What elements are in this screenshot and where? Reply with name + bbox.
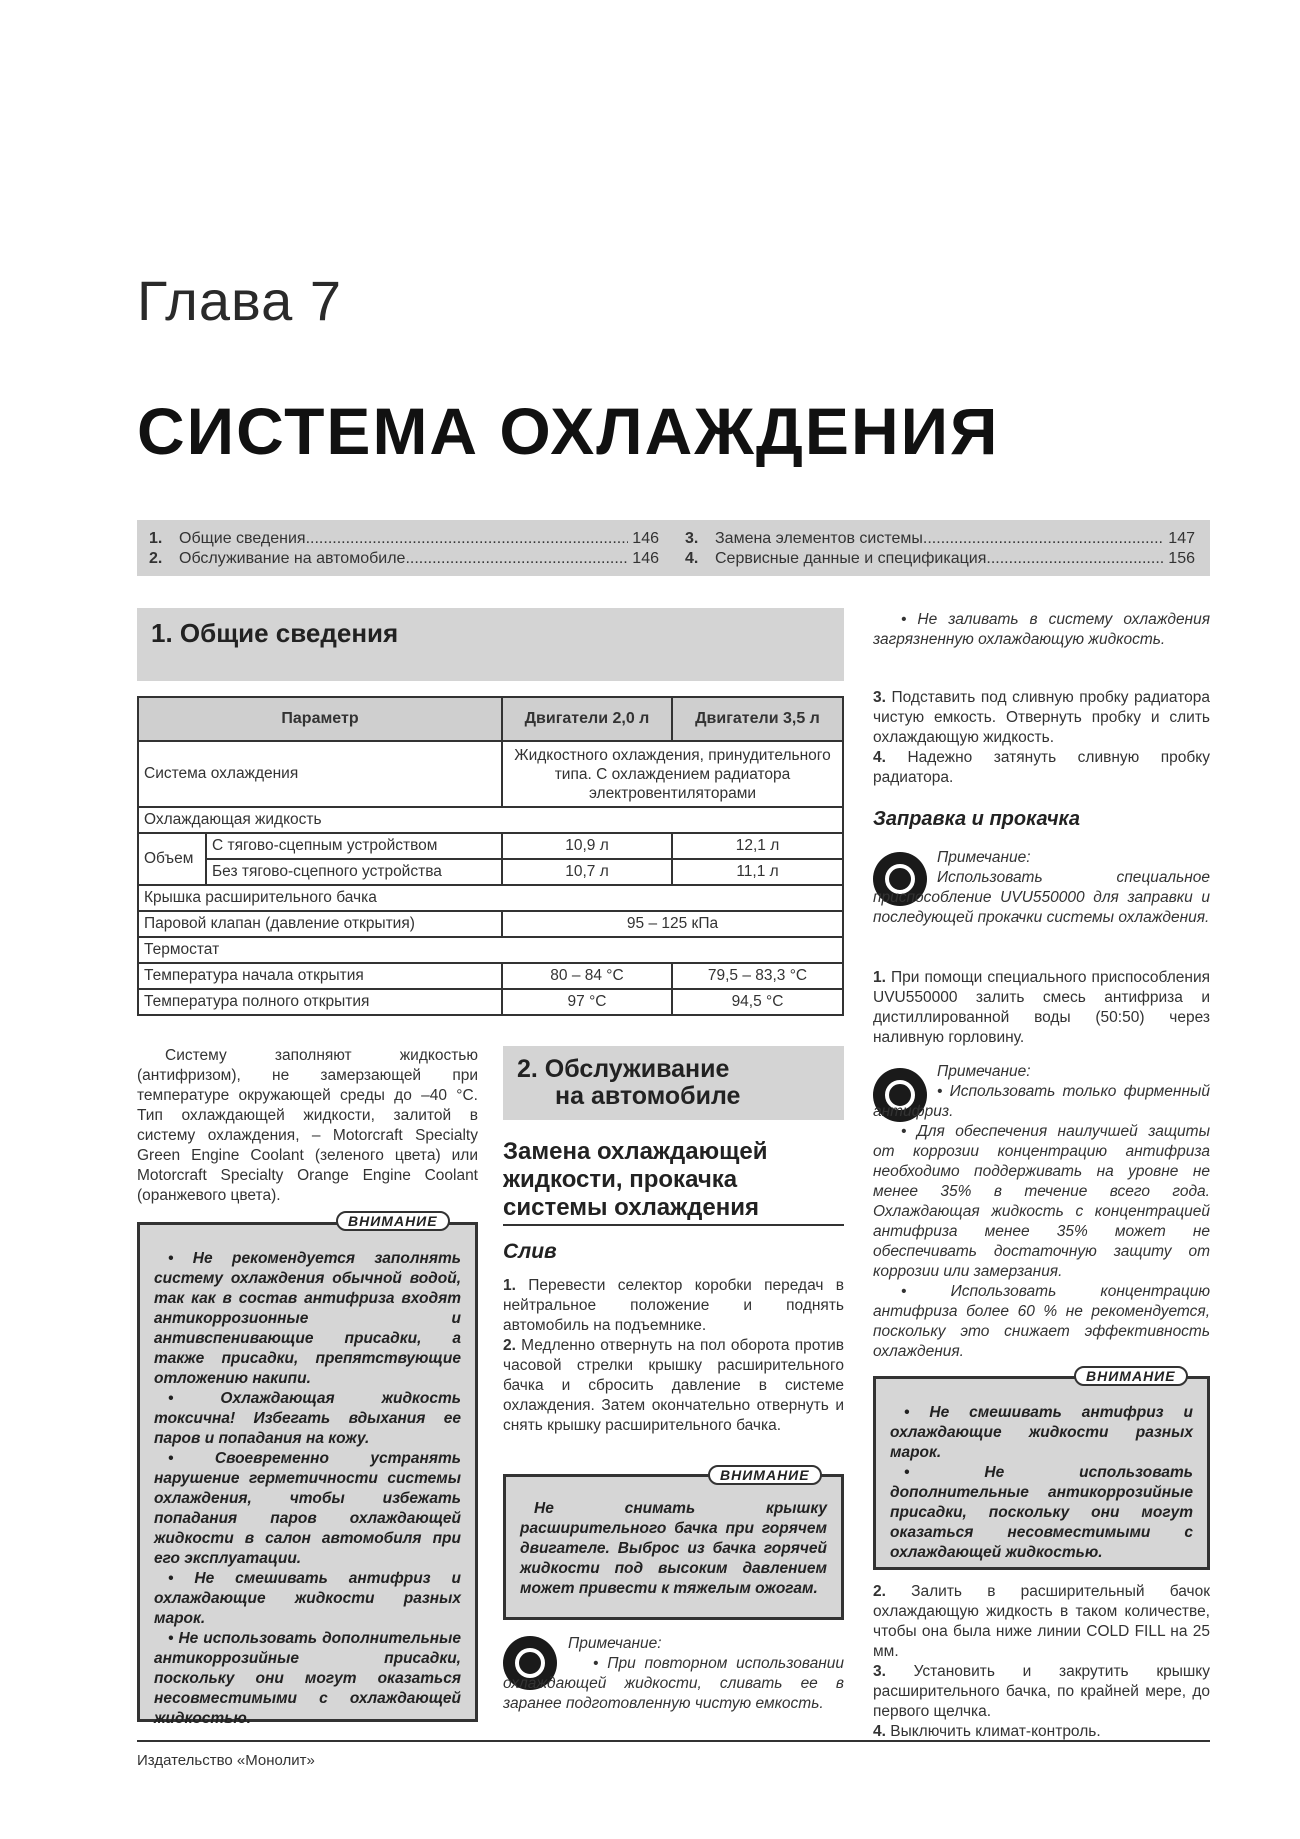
row-value: 80 – 84 °С: [502, 963, 672, 989]
note-text: • При повторном использовании охлаждающей жидкости, сливать ее в заранее подготовленную чистую емкость.: [503, 1655, 844, 1712]
right-top-note: • Не заливать в систему охлаждения загрязненную охлаждающую жидкость.: [873, 611, 1210, 648]
header-engine-2: Двигатели 2,0 л: [502, 697, 672, 741]
toc-item[interactable]: 1. Общие сведения ..... 146: [149, 530, 659, 550]
fill-steps: [873, 1582, 1210, 1742]
row-value: 10,9 л: [502, 833, 672, 859]
list-item: 2. Залить в расширительный бачок охлаждающую жидкость в таком количестве, чтобы она была ниже линии COLD FILL на 25 мм.: [873, 1583, 1210, 1660]
section-2-title-line1: 2. Обслуживание: [517, 1055, 730, 1083]
row-label: Крышка расширительного бачка: [138, 885, 843, 911]
list-item: 4. Выключить климат-контроль.: [873, 1723, 1101, 1740]
row-label: Охлаждающая жидкость: [138, 807, 843, 833]
page-title: СИСТЕМА ОХЛАЖДЕНИЯ: [137, 394, 1000, 468]
note-item: • Использовать только фирменный антифриз.: [873, 1083, 1210, 1120]
row-label: Объем: [138, 833, 206, 885]
note-label: Примечание:: [568, 1635, 662, 1652]
warning-box-3: [873, 1376, 1210, 1570]
row-value: 97 °С: [502, 989, 672, 1015]
note-item: • Использовать концентрацию антифриза более 60 % не рекомендуется, поскольку это снижает эффективность охлаждения.: [873, 1283, 1210, 1360]
row-label: Температура начала открытия: [138, 963, 502, 989]
drain-steps-continued: [873, 688, 1210, 788]
header-engine-3: Двигатели 3,5 л: [672, 697, 843, 741]
toc-item[interactable]: 4. Сервисные данные и спецификация ..... 156: [685, 550, 1195, 570]
chapter-label: Глава 7: [137, 269, 342, 332]
fill-step-1: 1. При помощи специального приспособления UVU550000 залить смесь антифриза и дистиллированной воды (50:50) через наливную горловину.: [873, 969, 1210, 1046]
row-value: 94,5 °С: [672, 989, 843, 1015]
list-item: 1. Перевести селектор коробки передач в нейтральное положение и поднять автомобиль на подъемнике.: [503, 1277, 844, 1334]
toc-item[interactable]: 3. Замена элементов системы ..... 147: [685, 530, 1195, 550]
row-value: 79,5 – 83,3 °С: [672, 963, 843, 989]
row-label: Температура полного открытия: [138, 989, 502, 1015]
row-label: Система охлаждения: [138, 741, 502, 807]
note-label: Примечание:: [937, 849, 1031, 866]
intro-paragraph: Систему заполняют жидкостью (антифризом), не замерзающей при температуре окружающей среды до –40 °С. Тип охлаждающей жидкости, залитой в систему охлаждения, – Motorcraft Specialty Green Engine Coolant (зеленого цвета) или Motorcraft Specialty Orange Engine Coolant (оранжевого цвета).: [137, 1047, 478, 1204]
toc-column-left: [149, 530, 659, 570]
replace-heading: Замена охлаждающей жидкости, прокачка системы охлаждения: [503, 1138, 844, 1226]
section-2-title-line2: на автомобиле: [555, 1082, 741, 1110]
row-label: Без тягово-сцепного устройства: [206, 859, 502, 885]
toc-item[interactable]: 2. Обслуживание на автомобиле ..... 146: [149, 550, 659, 570]
note-text: Использовать специальное приспособление UVU550000 для заправки и последующей прокачки системы охлаждения.: [873, 869, 1210, 926]
warning-item: • Не использовать дополнительные антикоррозийные присадки, поскольку они могут оказаться несовместимыми с охлаждающей жидкостью.: [890, 1464, 1193, 1561]
row-value: 11,1 л: [672, 859, 843, 885]
fill-heading: Заправка и прокачка: [873, 808, 1081, 830]
footer-publisher: Издательство «Монолит»: [137, 1752, 315, 1769]
section-2-heading: [503, 1046, 844, 1120]
row-value: Жидкостного охлаждения, принудительного типа. С охлаждением радиатора электровентиляторами: [502, 741, 843, 807]
warning-item: • Не использовать дополнительные антикоррозийные присадки, поскольку они могут оказаться несовместимыми с охлаждающей жидкостью.: [154, 1630, 461, 1727]
table-of-contents: [137, 520, 1210, 576]
section-1-heading: 1. Общие сведения: [137, 608, 844, 681]
warning-item: • Не смешивать антифриз и охлаждающие жидкости разных марок.: [154, 1570, 461, 1627]
warning-tag: ВНИМАНИЕ: [1074, 1366, 1188, 1386]
warning-box-2: Не снимать крышку расширительного бачка при горячем двигателе. Выброс из бачка горячей жидкости под высоким давлением может привести к тяжелым ожогам.: [503, 1474, 844, 1620]
warning-item: • Своевременно устранять нарушение герметичности системы охлаждения, чтобы избежать попадания паров охлаждающей жидкости в салон автомобиля при его эксплуатации.: [154, 1450, 461, 1567]
drain-steps: [503, 1276, 844, 1436]
note-list: [873, 1082, 1210, 1362]
row-label: С тягово-сцепным устройством: [206, 833, 502, 859]
list-item: 2. Медленно отвернуть на пол оборота против часовой стрелки крышку расширительного бачка и сбросить давление в системе охлаждения. Затем окончательно отвернуть и снять крышку расширительного бачка.: [503, 1337, 844, 1434]
warning-item: • Не смешивать антифриз и охлаждающие жидкости разных марок.: [890, 1404, 1193, 1461]
row-value: 95 – 125 кПа: [502, 911, 843, 937]
warning-item: • Охлаждающая жидкость токсична! Избегать вдыхания ее паров и попадания на кожу.: [154, 1390, 461, 1447]
toc-column-right: [685, 530, 1195, 570]
footer-divider: [137, 1740, 1210, 1742]
drain-heading: Слив: [503, 1240, 557, 1263]
row-value: 10,7 л: [502, 859, 672, 885]
warning-box-1: [137, 1222, 478, 1727]
list-item: 4. Надежно затянуть сливную пробку радиатора.: [873, 749, 1210, 786]
row-value: 12,1 л: [672, 833, 843, 859]
spec-table: [137, 696, 844, 1016]
row-label: Термостат: [138, 937, 843, 963]
list-item: 3. Установить и закрутить крышку расширительного бачка, по крайней мере, до первого щелчка.: [873, 1663, 1210, 1720]
warning-item: • Не рекомендуется заполнять систему охлаждения обычной водой, так как в состав антифриза входят антикоррозионные и антивспенивающие присадки, а также присадки, препятствующие отложению накипи.: [154, 1250, 461, 1387]
warning-tag: ВНИМАНИЕ: [336, 1211, 450, 1231]
list-item: 3. Подставить под сливную пробку радиатора чистую емкость. Отвернуть пробку и слить охлаждающую жидкость.: [873, 689, 1211, 746]
note-item: • Для обеспечения наилучшей защиты от коррозии концентрацию антифриза необходимо поддерживать на уровне не менее 35% в течение всего года. Охлаждающая жидкость с концентрацией антифриза менее 35% может не обеспечивать достаточную защиту от коррозии или замерзания.: [873, 1123, 1210, 1280]
header-param: Параметр: [138, 697, 502, 741]
warning-tag: ВНИМАНИЕ: [708, 1465, 822, 1485]
note-label: Примечание:: [937, 1063, 1031, 1080]
row-label: Паровой клапан (давление открытия): [138, 911, 502, 937]
